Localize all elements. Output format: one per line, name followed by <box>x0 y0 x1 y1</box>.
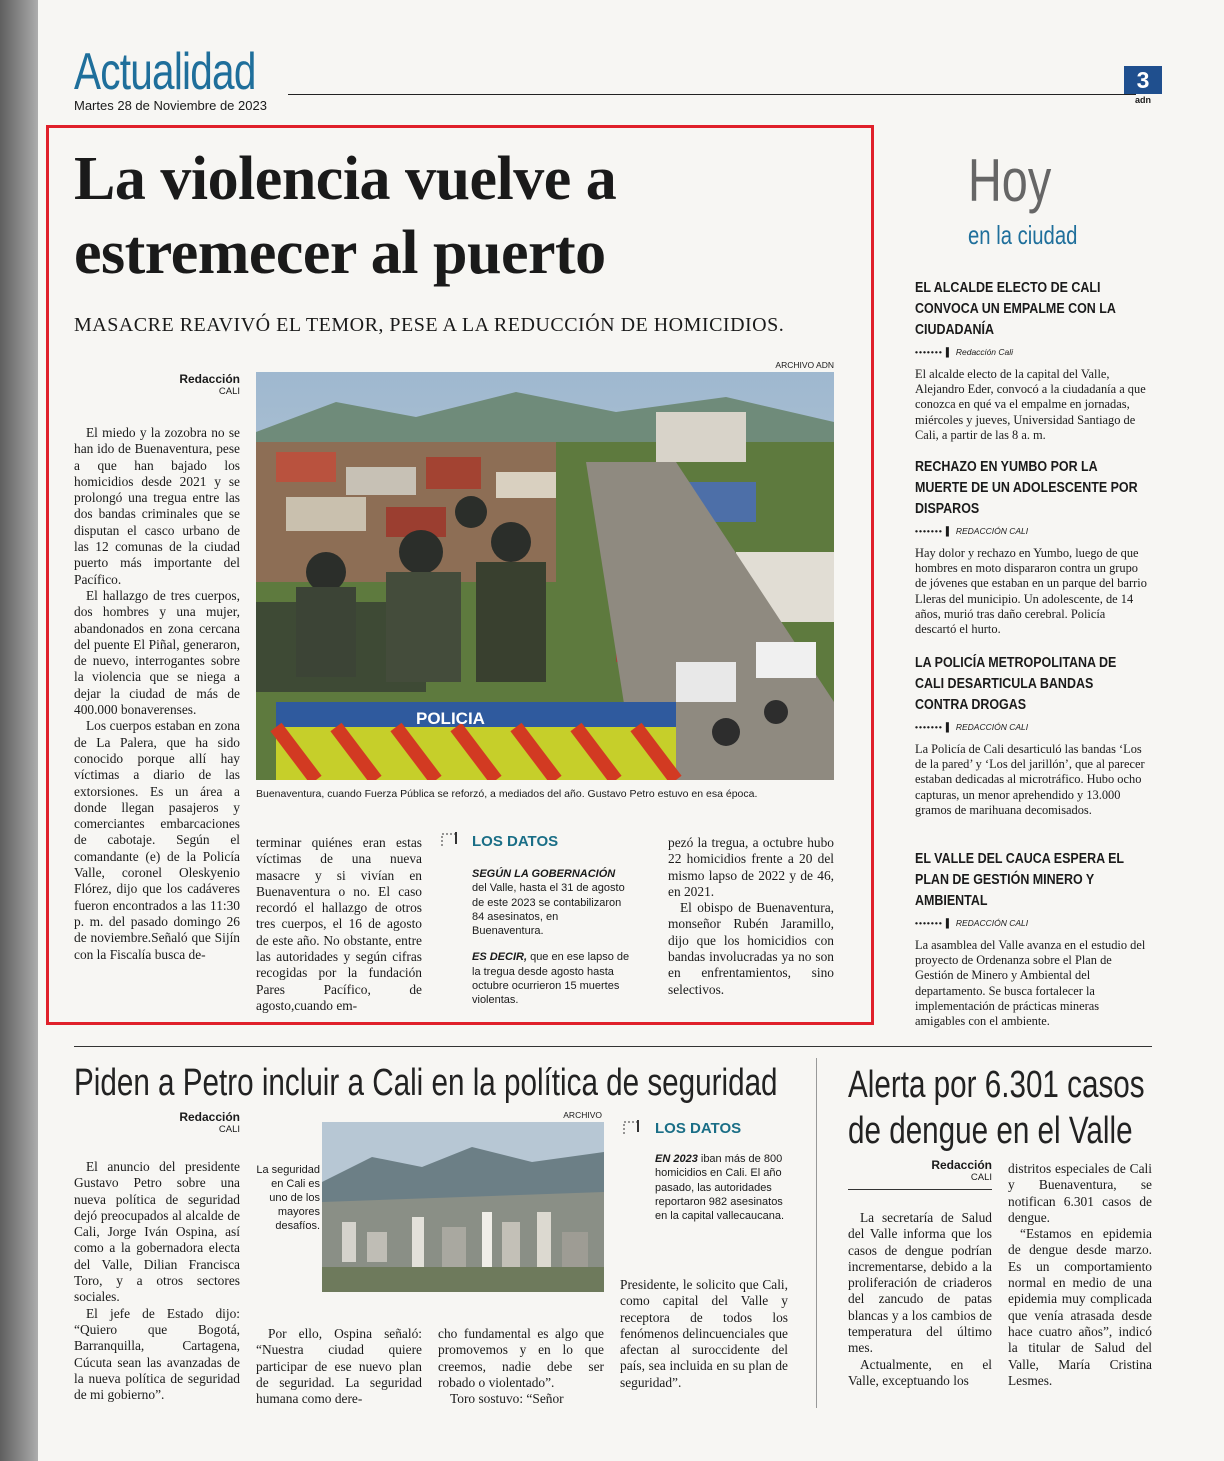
sidebar-item-meta-text: REDACCIÓN CALI <box>955 918 1029 928</box>
brand-label: adn <box>1134 95 1151 105</box>
main-col-4 <box>668 835 834 998</box>
byline-rule <box>848 1189 992 1190</box>
section-title: Actualidad <box>74 43 256 101</box>
sidebar-item-text: Hay dolor y rechazo en Yumbo, luego de que hombres en moto dispararon contra un grupo de jóvenes que estaban en un parque del barrio Lleras del municipio. Un adolescente, de 14 años, murió tras daño cerebral. Policía descartó el hurto. <box>915 546 1147 637</box>
story3-paragraph-1: La secretaría de Salud del Valle informa que los casos de dengue podrían incrementarse, debido a la proliferación de criaderos del zancudo de patas blancas y a los cambios de temperatura del último mes. <box>848 1210 992 1356</box>
city-photo-illustration <box>322 1122 604 1292</box>
story2-datos-lead: EN 2023 <box>655 1153 698 1165</box>
story2-datos-body <box>655 1152 795 1223</box>
sidebar-item <box>915 849 1165 1029</box>
sidebar-item <box>915 457 1165 637</box>
datos-lead-1: SEGÚN LA GOBERNACIÓN <box>472 868 616 880</box>
main-paragraph-3: Los cuerpos estaban en zona de La Palera, que ha sido conocido porque allí hay víctimas a diario de las extorsiones. Es un área a donde llegan pasajeros y comerciantes embarcaciones de cabotaje. Según el comandante (e) de la Policía Valle, coronel Oleskyenio Flórez, dijo que los cadáveres fueron encontrados a las 11:30 p. m. del pasado domingo 26 de noviembre.Señaló que Sijín con la Fiscalía busca de- <box>74 718 240 962</box>
sidebar-item-meta <box>915 347 1165 357</box>
headline-line-2: estremecer al puerto <box>74 219 606 287</box>
sidebar-item-title: EL VALLE DEL CAUCA ESPERA EL PLAN DE GESTIÓN MINERO Y AMBIENTAL <box>915 851 1124 909</box>
main-col-2-text: terminar quiénes eran estas víctimas de una nueva masacre y si vivían en Buenaventura o no. El caso recordó el hallazgo de otros tres cuerpos, el 16 de agosto de este año. No obstante, entre las autoridades y según cifras recogidas por la fundación Pares Pacífico, de agosto,cuando em- <box>256 835 422 1013</box>
main-kicker: MASACRE REAVIVÓ EL TEMOR, PESE A LA REDUCCIÓN DE HOMICIDIOS. <box>74 314 785 336</box>
photo-credit: ARCHIVO ADN <box>775 360 834 370</box>
story2-photo <box>322 1122 604 1292</box>
dots-icon: •••••••▐ <box>915 722 950 732</box>
main-col-4-p1: pezó la tregua, a octubre hubo 22 homicidios frente a 20 del mismo lapso de 2022 y de 46, en 2021. <box>668 835 834 899</box>
header-rule <box>288 94 1136 95</box>
story3-headline-line-1: Alerta por 6.301 casos <box>848 1064 1145 1106</box>
byline: Redacción <box>179 372 240 386</box>
story2-col-3 <box>438 1326 604 1407</box>
story2-datos-text: iban más de 800 homicidios en Cali. El año pasado, las autoridades reportaron 982 asesinatos en la capital vallecaucana. <box>655 1153 785 1223</box>
sidebar-item <box>915 653 1165 818</box>
sidebar-item-meta <box>915 526 1165 536</box>
dots-icon: •••••••▐ <box>915 347 950 357</box>
datos-title: LOS DATOS <box>472 833 559 850</box>
sidebar-item-text: La asamblea del Valle avanza en el estudio del proyecto de Ordenanza sobre el Plan de Gestión de Minero y Ambiental del departamento. Se busca fortalecer la implementación de prácticas mineras amigables con el ambiente. <box>915 938 1146 1029</box>
column-divider <box>816 1058 817 1408</box>
byline-city: CALI <box>218 1124 240 1135</box>
story3-col-2 <box>1008 1161 1152 1389</box>
story2-col-2 <box>256 1326 422 1407</box>
datos-text-1: del Valle, hasta el 31 de agosto de este 2023 se contabilizaron 84 asesinatos, en Buenaventura. <box>472 882 625 938</box>
story2-byline-block <box>74 1110 240 1135</box>
main-photo <box>256 372 834 780</box>
sidebar-item-title: RECHAZO EN YUMBO POR LA MUERTE DE UN ADOLESCENTE POR DISPAROS <box>915 459 1138 517</box>
issue-date: Martes 28 de Noviembre de 2023 <box>74 98 267 113</box>
headline-line-1: La violencia vuelve a <box>74 145 617 213</box>
main-headline <box>74 142 854 290</box>
story2-photo-credit: ARCHIVO <box>563 1110 602 1120</box>
newspaper-page <box>38 0 1224 1461</box>
story3-col-2-p2: “Estamos en epidemia de dengue desde marzo. Es un comportamiento normal en medio de una epidemia muy complicada que venía atrasada desde hace cuatro años”, indicó la titular de Salud del Valle, María Cristina Lesmes. <box>1008 1226 1152 1388</box>
main-col-4-p2: El obispo de Buenaventura, monseñor Rubén Jaramillo, dijo que los homicidios con bandas involucradas ya no son en enfrentamientos, sino selectivos. <box>668 900 834 997</box>
story2-headline: Piden a Petro incluir a Cali en la política de seguridad <box>74 1062 778 1104</box>
byline-city: CALI <box>970 1172 992 1183</box>
story2-paragraph-2: El jefe de Estado dijo: “Quiero que Bogotá, Barranquilla, Cartagena, Cúcuta sean las avanzadas de la nueva política de seguridad de mi gobierno”. <box>74 1305 240 1403</box>
story3-col-2-p1: distritos especiales de Cali y Buenaventura, se notifican 6.301 casos de dengue. <box>1008 1161 1152 1225</box>
story2-col-4-text: Presidente, le solicito que Cali, como capital del Valle y receptora de todos los fenómenos delincuenciales que afectan al suroccidente del país, sea incluida en su plan de seguridad”. <box>620 1277 788 1390</box>
story2-datos-bracket <box>622 1120 652 1160</box>
story2-paragraph-1: El anuncio del presidente Gustavo Petro sobre una nueva política de seguridad dejó preocupados al alcalde de Cali, Jorge Iván Ospina, así como a la gobernadora electa del Valle, Dilian Francisca Toro, y a otros sectores sociales. <box>74 1159 240 1305</box>
story2-col-3-p2: Toro sostuvo: “Señor <box>450 1391 564 1407</box>
datos-text-2: que en ese lapso de la tregua desde agosto hasta octubre ocurrieron 15 muertes violentas. <box>472 951 630 1007</box>
sidebar-item-text: La Policía de Cali desarticuló las bandas ‘Los de la pared’ y ‘Los del jarillón’, que al parecer estaban dedicadas al microtráfico. Hubo ocho capturas, un menor aprehendido y 13.000 gramos de marihuana decomisados. <box>915 742 1145 817</box>
main-paragraph-2: El hallazgo de tres cuerpos, dos hombres y una mujer, abandonados en zona cercana del puente El Piñal, generaron, de nuevo, interrogantes sobre la violencia que se niega a dejar la ciudad de más de 400.000 bonaverenses. <box>74 587 240 718</box>
story3-paragraph-2: Actualmente, en el Valle, exceptuando los <box>848 1356 992 1388</box>
byline-city: CALI <box>218 386 240 397</box>
byline: Redacción <box>179 1110 240 1124</box>
main-paragraph-1: El miedo y la zozobra no se han ido de Buenaventura, pese a que han bajado los homicidios desde 2021 y se prolongó una tregua entre las dos bandas criminales que se disputan el casco urbano de las 12 comunas de la ciudad puerto más importante del Pacífico. <box>74 425 240 587</box>
story3-headline <box>848 1062 1145 1154</box>
photo-caption: Buenaventura, cuando Fuerza Pública se reforzó, a mediados del año. Gustavo Petro estuvo en esa época. <box>256 788 758 800</box>
story3-col-1 <box>848 1210 992 1389</box>
story2-col-1 <box>74 1159 240 1403</box>
main-col-2 <box>256 835 422 1014</box>
datos-lead-2: ES DECIR, <box>472 951 528 964</box>
story3-headline-line-2: de dengue en el Valle <box>848 1110 1133 1152</box>
datos-bracket <box>440 832 444 866</box>
sidebar-item-meta-text: Redacción Cali <box>955 347 1014 357</box>
sidebar-item <box>915 278 1165 443</box>
main-photo-illustration <box>256 372 834 780</box>
page-number: 3 <box>1124 66 1162 94</box>
section-divider <box>74 1046 1152 1047</box>
dots-icon: •••••••▐ <box>915 918 950 928</box>
sidebar-item-meta-text: REDACCIÓN CALI <box>955 526 1029 536</box>
photo-vehicle-text: POLICIA <box>416 709 485 728</box>
story2-datos-title: LOS DATOS <box>655 1120 742 1137</box>
story2-col-2-text: Por ello, Ospina señaló: “Nuestra ciudad quiere participar de ese nuevo plan de seguridad. La seguridad humana como dere- <box>256 1326 422 1407</box>
datos-item-2 <box>472 950 632 1007</box>
datos-body <box>472 867 632 1008</box>
sidebar-item-meta-text: REDACCIÓN CALI <box>955 722 1029 732</box>
sidebar-subtitle: en la ciudad <box>968 220 1078 250</box>
story2-col-4 <box>620 1277 788 1391</box>
sidebar-item-meta <box>915 918 1165 928</box>
dots-icon: •••••••▐ <box>915 526 950 536</box>
main-byline-block <box>74 372 240 397</box>
byline: Redacción <box>931 1158 992 1172</box>
sidebar-item-text: El alcalde electo de la capital del Valle, Alejandro Eder, convocó a la ciudadanía a que conozca en qué va el empalme en jornadas, miércoles y jueves, Universidad Santiago de Cali, a partir de las 8 a. m. <box>915 367 1146 442</box>
datos-item-1 <box>472 867 632 938</box>
sidebar-item-meta <box>915 722 1165 732</box>
story2-col-3-text: cho fundamental es algo que promovemos y en lo que creemos, nadie debe ser robado o violentado”. <box>438 1326 604 1390</box>
sidebar-item-title: LA POLICÍA METROPOLITANA DE CALI DESARTICULA BANDAS CONTRA DROGAS <box>915 655 1117 713</box>
sidebar-item-title: EL ALCALDE ELECTO DE CALI CONVOCA UN EMPALME CON LA CIUDADANÍA <box>915 280 1116 338</box>
story3-byline-block <box>848 1158 992 1183</box>
sidebar-title: Hoy <box>968 147 1052 214</box>
story2-photo-caption: La seguridad en Cali es uno de los mayores desafíos. <box>256 1164 320 1232</box>
main-col-1 <box>74 425 240 963</box>
